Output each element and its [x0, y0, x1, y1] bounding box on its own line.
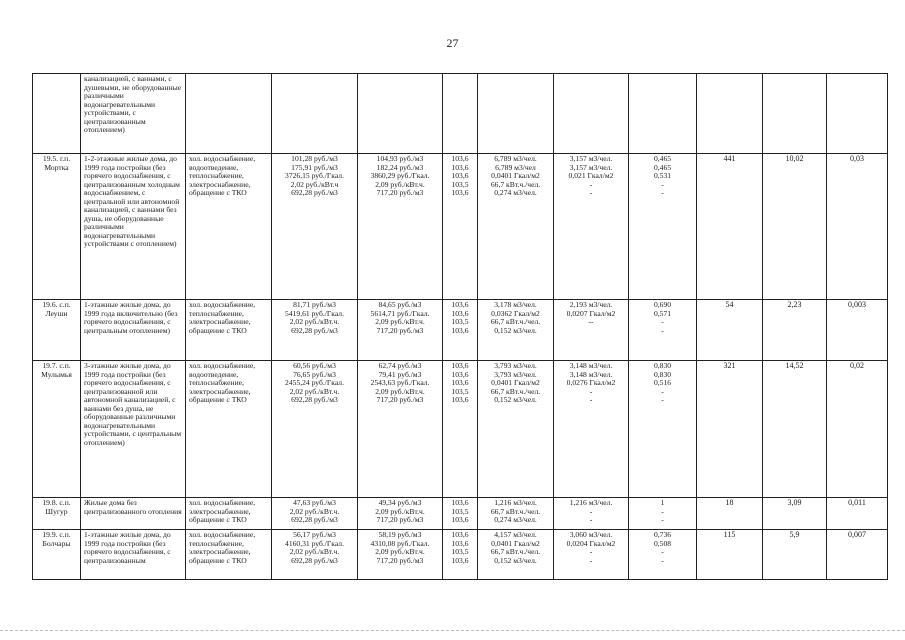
consumption-volume: [554, 74, 629, 154]
table-row: [33, 300, 888, 361]
tariff-previous: [272, 74, 358, 154]
housing-description: 1-этажные жилые дома, до 1999 года постройки (без горячего водоснабжения, с централизованным: [81, 530, 186, 580]
tariff-previous: 101,28 руб./м3 175,91 руб./м3 3726,15 руб./Гкал. 2,02 руб./кВт.ч 692,28 руб./м3: [272, 154, 358, 300]
utility-services: хол. водоснабжение, водоотведение, теплоснабжение, электроснабжение, обращение с ТКО: [186, 361, 272, 498]
growth-index: 103,6 103,6 103,6 103,5 103,6: [443, 361, 478, 498]
table-row: [33, 74, 888, 154]
growth-index: 103,6 103,6 103,5 103,6: [443, 300, 478, 361]
housing-description: канализацией, с ваннами, с душевыми, не оборудованные различными водонагревательными устройствами, с централизованным отоплением): [81, 74, 186, 154]
consumption-norm: [478, 74, 554, 154]
housing-description: 1-2-этажные жилые дома, до 1999 года постройки (без горячего водоснабжения, с централизованным холодным водоснабжением, с центральной или автономной канализацией, с ваннами без душа, не оборудованные различными водонагревательными устройствами с отоплением): [81, 154, 186, 300]
table-row: [33, 361, 888, 498]
payment-value: 2,23: [763, 300, 827, 361]
table-row: [33, 530, 888, 580]
coefficient: 0,736 0,508 - -: [629, 530, 697, 580]
utility-services: хол. водоснабжение, теплоснабжение, электроснабжение, обращение с ТКО: [186, 530, 272, 580]
row-number: 19.9. с.п. Болчары: [33, 530, 81, 580]
tariff-previous: 56,17 руб./м3 4160,31 руб./Гкал. 2,02 руб./кВт.ч. 692,28 руб./м3: [272, 530, 358, 580]
tariff-previous: 60,56 руб./м3 76,65 руб./м3 2455,24 руб./Гкал. 2,02 руб./кВт.ч. 692,28 руб./м3: [272, 361, 358, 498]
payment-value: [763, 74, 827, 154]
payment-share: 0,007: [827, 530, 888, 580]
coefficient: 0,830 0,830 0,516 - -: [629, 361, 697, 498]
tariff-current: 58,19 руб./м3 4310,08 руб./Гкал. 2,09 руб./кВт.ч. 717,20 руб./м3: [358, 530, 443, 580]
consumption-volume: 3,060 м3/чел. 0,0204 Гкал/м2 - -: [554, 530, 629, 580]
consumption-norm: 1,216 м3/чел. 66,7 кВт.ч./чел. 0,274 м3/чел.: [478, 498, 554, 530]
tariff-current: [358, 74, 443, 154]
utility-services: [186, 74, 272, 154]
utility-services: хол. водоснабжение, водоотведение, теплоснабжение, электроснабжение, обращение с ТКО: [186, 154, 272, 300]
consumption-volume: 2,193 м3/чел. 0,0207 Гкал/м2 --: [554, 300, 629, 361]
consumption-norm: 3,178 м3/чел. 0,0362 Гкал/м2 66,7 кВт.ч./чел. 0,152 м3/чел.: [478, 300, 554, 361]
payment-share: 0,03: [827, 154, 888, 300]
consumption-norm: 3,793 м3/чел. 3,793 м3/чел. 0,0401 Гкал/м2 66,7 кВт.ч./чел. 0,152 м3/чел.: [478, 361, 554, 498]
tariff-table: [32, 73, 888, 580]
housing-description: 3-этажные жилые дома, до 1999 года постройки (без горячего водоснабжения, с централизованной или автономной канализацией, с ваннами без душа, не оборудованные различными водонагревательными устройствами, с центральным отоплением): [81, 361, 186, 498]
payment-value: 5,9: [763, 530, 827, 580]
consumption-volume: 1,216 м3/чел. - -: [554, 498, 629, 530]
consumption-volume: 3,148 м3/чел. 3,148 м3/чел. 0,0276 Гкал/м2 - -: [554, 361, 629, 498]
page-number: 27: [446, 36, 459, 50]
growth-index: 103,6 103,6 103,6 103,5 103,6: [443, 154, 478, 300]
growth-index: 103,6 103,6 103,5 103,6: [443, 530, 478, 580]
coefficient: 0,690 0,571 - -: [629, 300, 697, 361]
scan-edge-divider: [0, 630, 905, 631]
consumption-volume: 3,157 м3/чел. 3,157 м3/чел. 0,021 Гкал/м2 - -: [554, 154, 629, 300]
tariff-current: 49,34 руб./м3 2,09 руб./кВт.ч. 717,20 руб./м3: [358, 498, 443, 530]
consumption-norm: 6,789 м3/чел. 6,789 м3/чел 0,0401 Гкал/м2 66,7 кВт.ч./чел. 0,274 м3/чел.: [478, 154, 554, 300]
row-number: 19.7. с.п. Мулымья: [33, 361, 81, 498]
population-count: 115: [697, 530, 763, 580]
payment-share: 0,003: [827, 300, 888, 361]
population-count: 54: [697, 300, 763, 361]
housing-description: 1-этажные жилые дома, до 1999 года включительно (без горячего водоснабжения, с центральным отоплением): [81, 300, 186, 361]
tariff-current: 62,74 руб./м3 79,41 руб./м3 2543,63 руб./Гкал. 2,09 руб./кВт.ч. 717,20 руб./м3: [358, 361, 443, 498]
housing-description: Жилые дома без централизованного отопления: [81, 498, 186, 530]
utility-services: хол. водоснабжение, теплоснабжение, электроснабжение, обращение с ТКО: [186, 300, 272, 361]
consumption-norm: 4,157 м3/чел. 0,0401 Гкал/м2 66,7 кВт.ч./чел. 0,152 м3/чел.: [478, 530, 554, 580]
table-row: [33, 154, 888, 300]
tariff-previous: 47,63 руб./м3 2,02 руб./кВт.ч. 692,28 руб./м3: [272, 498, 358, 530]
growth-index: [443, 74, 478, 154]
utility-services: хол. водоснабжение, электроснабжение, обращение с ТКО: [186, 498, 272, 530]
row-number: 19.5. г.п. Мортка: [33, 154, 81, 300]
row-number: [33, 74, 81, 154]
population-count: 18: [697, 498, 763, 530]
growth-index: 103,6 103,5 103,6: [443, 498, 478, 530]
tariff-current: 104,93 руб./м3 182,24 руб./м3 3860,29 руб./Гкал. 2,09 руб./кВт.ч. 717,20 руб./м3: [358, 154, 443, 300]
row-number: 19.8. с.п. Шугур: [33, 498, 81, 530]
coefficient: 0,465 0,465 0,531 - -: [629, 154, 697, 300]
table-row: [33, 498, 888, 530]
population-count: 321: [697, 361, 763, 498]
population-count: [697, 74, 763, 154]
tariff-previous: 81,71 руб./м3 5419,61 руб./Гкал. 2,02 руб./кВт.ч. 692,28 руб./м3: [272, 300, 358, 361]
payment-value: 10,02: [763, 154, 827, 300]
row-number: 19.6. с.п. Леуши: [33, 300, 81, 361]
population-count: 441: [697, 154, 763, 300]
payment-value: 14,52: [763, 361, 827, 498]
coefficient: [629, 74, 697, 154]
payment-share: 0,011: [827, 498, 888, 530]
coefficient: 1 - -: [629, 498, 697, 530]
payment-share: [827, 74, 888, 154]
payment-share: 0,02: [827, 361, 888, 498]
tariff-current: 84,65 руб./м3 5614,71 руб./Гкал. 2,09 руб./кВт.ч. 717,20 руб./м3: [358, 300, 443, 361]
payment-value: 3,09: [763, 498, 827, 530]
